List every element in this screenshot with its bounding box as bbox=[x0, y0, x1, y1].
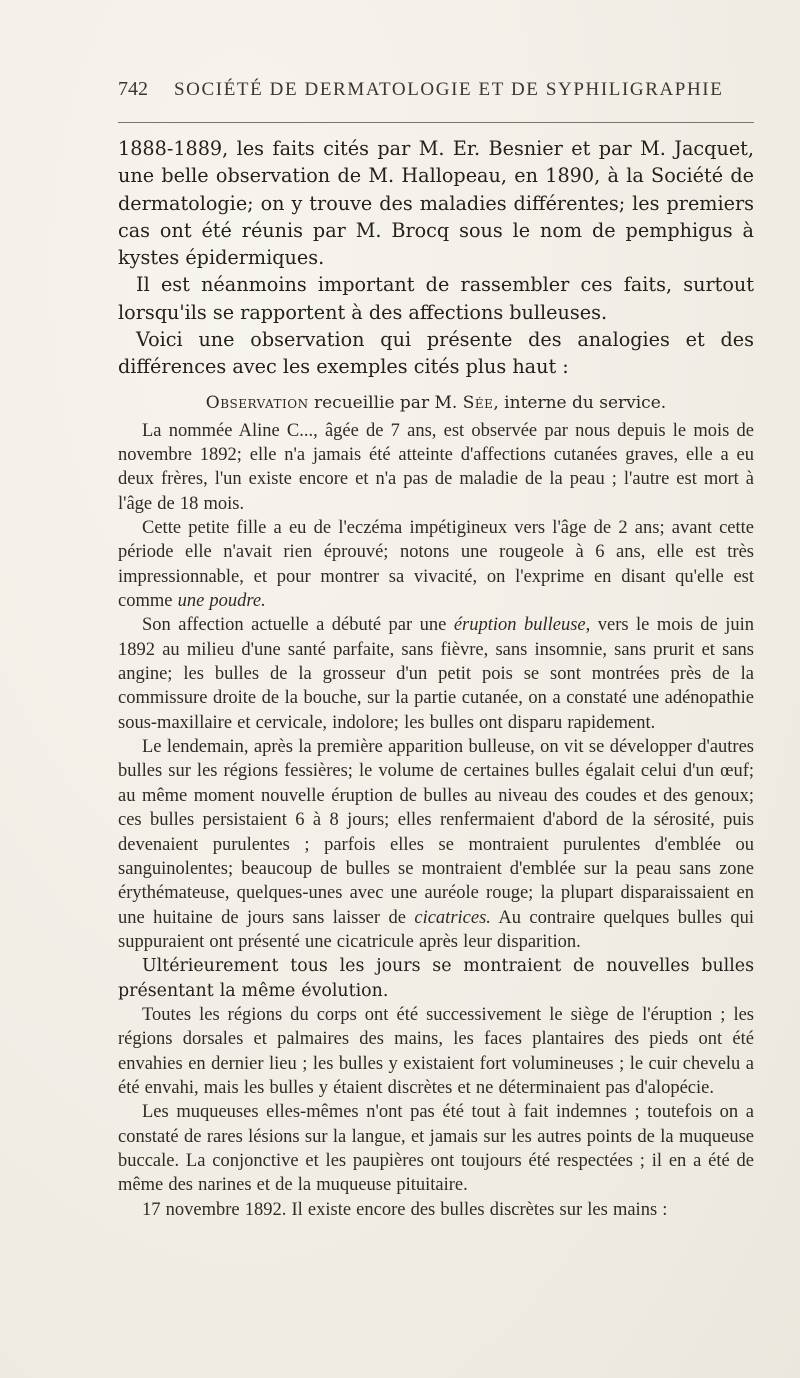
body-paragraph: Ultérieurement tous les jours se montraient de nouvelles bulles présentant la même évolution. bbox=[118, 956, 754, 1001]
observation-body bbox=[118, 419, 754, 1222]
body-paragraph bbox=[118, 516, 754, 613]
observation-label: Observation bbox=[205, 392, 309, 413]
paragraph-text: Le lendemain, après la première apparition bulleuse, on vit se développer d'autres bulles sur les régions fessières; le volume de certaines bulles égalait celui d'un œuf; au même moment nouvelle éruption de bulles au niveau des coudes et des genoux; ces bulles persistaient 6 à 8 jours; elles renfermaient d'abord de la sérosité, puis devenaient purulentes ; parfois elles se montraient purulentes d'emblée ou sanguinolentes; beaucoup de bulles se montraient d'emblée sur la peau sans zone érythémateuse, quelques-unes avec une auréole rouge; la plupart disparaissaient en une huitaine de jours sans laisser de bbox=[118, 737, 754, 928]
paragraph-text: Son affection actuelle a débuté par une bbox=[142, 615, 454, 636]
observer-name: Sée bbox=[462, 392, 494, 413]
intro-paragraph: 1888-1889, les faits cités par M. Er. Besnier et par M. Jacquet, une belle observation de M. Hallopeau, en 1890, à la Société de dermatologie; on y trouve des maladies différentes; les premiers cas ont été réunis par M. Brocq sous le nom de pemphigus à kystes épidermiques. bbox=[118, 137, 754, 270]
body-paragraph bbox=[118, 735, 754, 954]
body-paragraph: La nommée Aline C..., âgée de 7 ans, est observée par nous depuis le mois de novembre 1892; elle n'a jamais été atteinte d'affections cutanées graves, elle a eu deux frères, l'un existe encore et n'a pas de maladie de la peau ; l'autre est mort à l'âge de 18 mois. bbox=[118, 420, 754, 514]
intro-paragraph: Voici une observation qui présente des analogies et des différences avec les exemples cités plus haut : bbox=[118, 328, 754, 379]
italic-text: éruption bulleuse bbox=[453, 615, 586, 636]
book-page bbox=[118, 78, 754, 1222]
observation-heading bbox=[118, 393, 754, 413]
page-header bbox=[118, 78, 754, 108]
paragraph-text: Cette petite fille a eu de l'eczéma impétigineux vers l'âge de 2 ans; avant cette période elle n'avait rien éprouvé; notons une rougeole à 6 ans, elle est très impressionnable, et pour montrer sa vivacité, on l'exprime en disant qu'elle est comme bbox=[118, 518, 754, 612]
italic-text: cicatrices. bbox=[414, 907, 491, 928]
observation-heading-end: , interne du service. bbox=[493, 392, 667, 413]
body-paragraph: Les muqueuses elles-mêmes n'ont pas été tout à fait indemnes ; toutefois on a constaté de rares lésions sur la langue, et jamais sur les autres points de la muqueuse buccale. La conjonctive et les paupières ont toujours été respectées ; il en a été de même des narines et de la muqueuse pituitaire. bbox=[118, 1102, 754, 1196]
body-paragraph: 17 novembre 1892. Il existe encore des bulles discrètes sur les mains : bbox=[142, 1199, 668, 1220]
paragraph-text: Au contraire quelques bulles qui suppuraient ont présenté une cicatricule après leur disparition. bbox=[118, 907, 754, 952]
italic-text: une poudre. bbox=[177, 591, 266, 612]
intro-paragraph: Il est néanmoins important de rassembler ces faits, surtout lorsqu'ils se rapportent à des affections bulleuses. bbox=[118, 273, 754, 324]
running-title: SOCIÉTÉ DE DERMATOLOGIE ET DE SYPHILIGRAPHIE bbox=[174, 79, 724, 100]
body-paragraph bbox=[118, 613, 754, 735]
header-rule bbox=[118, 122, 754, 123]
observation-heading-text: recueillie par M. bbox=[308, 392, 463, 413]
intro-text bbox=[118, 135, 754, 381]
body-paragraph: Toutes les régions du corps ont été successivement le siège de l'éruption ; les régions dorsales et palmaires des mains, les faces plantaires des pieds ont été envahies en dernier lieu ; les bulles y existaient fort volumineuses ; le cuir chevelu a été envahi, mais les bulles y étaient discrètes et ne déterminaient pas d'alopécie. bbox=[118, 1004, 754, 1098]
paragraph-text: , vers le mois de juin 1892 au milieu d'une santé parfaite, sans fièvre, sans insomnie, sans prurit et sans angine; les bulles de la grosseur d'un petit pois se sont montrées près de la commissure droite de la bouche, sur la partie cutanée, on a constaté une adénopathie sous-maxillaire et cervicale, indolore; les bulles ont disparu rapidement. bbox=[118, 615, 754, 733]
page-number: 742 bbox=[118, 78, 148, 100]
